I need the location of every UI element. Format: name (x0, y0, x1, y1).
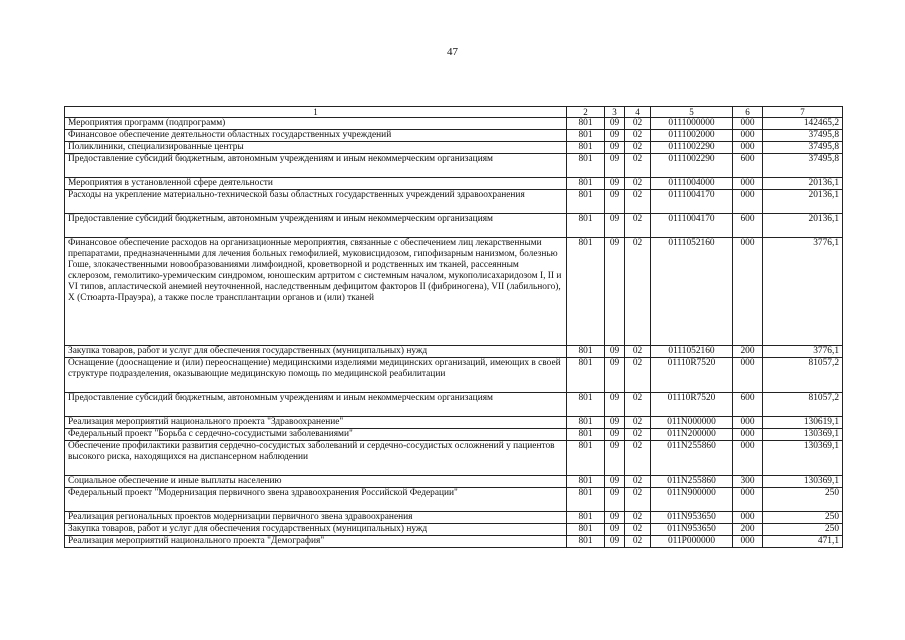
row-col-4: 02 (625, 476, 651, 488)
table-row (65, 358, 843, 393)
table-row (65, 346, 843, 358)
row-name: Финансовое обеспечение расходов на организационные мероприятия, связанные с обеспечением лиц лекарственными препаратами, предназначенными для лечения больных гемофилией, муковисцидозом, гипофизарным нанизмом, болезнью Гоше, злокачественными новообразованиями лимфоидной, кроветворной и родственных им тканей, рассеянным склерозом, гемолитико-уремическим синдромом, юношеским артритом с системным началом, мукополисахаридозом I, II и VI типов, апластической анемией неуточненной, наследственным дефицитом факторов II (фибриногена), VII (лабильного), X (Стюарта-Прауэра), а также после трансплантации органов и (или) тканей (65, 238, 567, 346)
row-col-4: 02 (625, 393, 651, 417)
row-amount: 250 (763, 488, 843, 512)
row-amount: 20136,1 (763, 214, 843, 238)
row-col-3: 09 (605, 130, 625, 142)
row-col-4: 02 (625, 417, 651, 429)
row-col-5: 011N953650 (651, 524, 733, 536)
table-row (65, 178, 843, 190)
row-col-3: 09 (605, 524, 625, 536)
row-col-3: 09 (605, 536, 625, 548)
row-amount: 20136,1 (763, 190, 843, 214)
col-header-2: 2 (567, 107, 605, 118)
row-col-4: 02 (625, 524, 651, 536)
row-amount: 471,1 (763, 536, 843, 548)
row-col-6: 000 (733, 238, 763, 346)
row-col-5: 0111052160 (651, 346, 733, 358)
table-row (65, 154, 843, 178)
row-col-4: 02 (625, 154, 651, 178)
row-col-5: 011N900000 (651, 488, 733, 512)
row-col-3: 09 (605, 190, 625, 214)
row-col-4: 02 (625, 118, 651, 130)
row-amount: 20136,1 (763, 178, 843, 190)
row-col-5: 0111002000 (651, 130, 733, 142)
row-col-5: 0111000000 (651, 118, 733, 130)
row-col-5: 0111002290 (651, 154, 733, 178)
row-col-2: 801 (567, 429, 605, 441)
row-col-4: 02 (625, 358, 651, 393)
row-col-5: 0111004170 (651, 214, 733, 238)
row-col-6: 200 (733, 524, 763, 536)
row-name: Закупка товаров, работ и услуг для обеспечения государственных (муниципальных) нужд (65, 524, 567, 536)
row-name: Закупка товаров, работ и услуг для обеспечения государственных (муниципальных) нужд (65, 346, 567, 358)
row-name: Предоставление субсидий бюджетным, автономным учреждениям и иным некоммерческим организациям (65, 214, 567, 238)
row-amount: 142465,2 (763, 118, 843, 130)
row-amount: 130369,1 (763, 429, 843, 441)
row-name: Мероприятия программ (подпрограмм) (65, 118, 567, 130)
row-amount: 130369,1 (763, 476, 843, 488)
table-row (65, 476, 843, 488)
table-row (65, 214, 843, 238)
row-col-4: 02 (625, 512, 651, 524)
row-amount: 37495,8 (763, 142, 843, 154)
table-row (65, 429, 843, 441)
row-amount: 250 (763, 512, 843, 524)
row-col-2: 801 (567, 214, 605, 238)
row-col-3: 09 (605, 238, 625, 346)
row-col-6: 000 (733, 512, 763, 524)
header-row (65, 107, 843, 118)
row-col-3: 09 (605, 358, 625, 393)
page-number: 47 (447, 46, 458, 58)
row-amount: 81057,2 (763, 358, 843, 393)
row-col-4: 02 (625, 441, 651, 476)
table-row (65, 130, 843, 142)
table-row (65, 536, 843, 548)
row-col-6: 600 (733, 154, 763, 178)
row-name: Предоставление субсидий бюджетным, автономным учреждениям и иным некоммерческим организациям (65, 393, 567, 417)
row-col-3: 09 (605, 118, 625, 130)
row-name: Федеральный проект "Модернизация первичного звена здравоохранения Российской Федерации" (65, 488, 567, 512)
row-col-2: 801 (567, 488, 605, 512)
row-amount: 3776,1 (763, 346, 843, 358)
row-col-6: 000 (733, 441, 763, 476)
row-col-2: 801 (567, 536, 605, 548)
col-header-3: 3 (605, 107, 625, 118)
row-col-5: 011N953650 (651, 512, 733, 524)
row-col-4: 02 (625, 346, 651, 358)
row-name: Расходы на укрепление материально-технической базы областных государственных учреждений здравоохранения (65, 190, 567, 214)
row-amount: 37495,8 (763, 130, 843, 142)
table-row (65, 512, 843, 524)
col-header-7: 7 (763, 107, 843, 118)
row-col-3: 09 (605, 441, 625, 476)
row-name: Предоставление субсидий бюджетным, автономным учреждениям и иным некоммерческим организациям (65, 154, 567, 178)
row-col-4: 02 (625, 178, 651, 190)
budget-table (64, 106, 843, 548)
row-col-3: 09 (605, 417, 625, 429)
row-name: Финансовое обеспечение деятельности областных государственных учреждений (65, 130, 567, 142)
row-col-4: 02 (625, 536, 651, 548)
row-col-6: 000 (733, 118, 763, 130)
row-col-2: 801 (567, 130, 605, 142)
row-col-6: 000 (733, 178, 763, 190)
row-col-3: 09 (605, 393, 625, 417)
row-col-2: 801 (567, 358, 605, 393)
col-header-1: 1 (65, 107, 567, 118)
row-col-4: 02 (625, 190, 651, 214)
row-col-3: 09 (605, 488, 625, 512)
row-amount: 3776,1 (763, 238, 843, 346)
row-col-6: 300 (733, 476, 763, 488)
row-col-3: 09 (605, 346, 625, 358)
row-col-5: 0111004170 (651, 190, 733, 214)
row-col-4: 02 (625, 142, 651, 154)
row-col-5: 011N255860 (651, 441, 733, 476)
row-name: Социальное обеспечение и иные выплаты населению (65, 476, 567, 488)
row-col-2: 801 (567, 154, 605, 178)
row-col-5: 0111004000 (651, 178, 733, 190)
row-col-4: 02 (625, 214, 651, 238)
row-col-5: 01110R7520 (651, 358, 733, 393)
table-row (65, 417, 843, 429)
row-col-4: 02 (625, 488, 651, 512)
row-col-3: 09 (605, 178, 625, 190)
row-col-2: 801 (567, 512, 605, 524)
row-col-2: 801 (567, 441, 605, 476)
row-col-6: 000 (733, 190, 763, 214)
row-col-5: 011P000000 (651, 536, 733, 548)
row-col-2: 801 (567, 238, 605, 346)
row-col-3: 09 (605, 154, 625, 178)
row-col-3: 09 (605, 429, 625, 441)
table-row (65, 441, 843, 476)
row-name: Реализация региональных проектов модернизации первичного звена здравоохранения (65, 512, 567, 524)
row-col-3: 09 (605, 142, 625, 154)
row-col-2: 801 (567, 118, 605, 130)
row-amount: 250 (763, 524, 843, 536)
row-col-6: 200 (733, 346, 763, 358)
row-col-6: 000 (733, 488, 763, 512)
row-name: Федеральный проект "Борьба с сердечно-сосудистыми заболеваниями" (65, 429, 567, 441)
row-col-3: 09 (605, 214, 625, 238)
row-col-6: 600 (733, 393, 763, 417)
row-name: Реализация мероприятий национального проекта "Здравоохранение" (65, 417, 567, 429)
row-col-5: 011N000000 (651, 417, 733, 429)
row-col-5: 0111052160 (651, 238, 733, 346)
row-col-4: 02 (625, 429, 651, 441)
row-col-6: 000 (733, 536, 763, 548)
row-name: Мероприятия в установленной сфере деятельности (65, 178, 567, 190)
table-row (65, 488, 843, 512)
table-row (65, 190, 843, 214)
row-name: Обеспечение профилактики развития сердечно-сосудистых заболеваний и сердечно-сосудистых осложнений у пациентов высокого риска, находящихся на диспансерном наблюдении (65, 441, 567, 476)
col-header-6: 6 (733, 107, 763, 118)
row-col-6: 600 (733, 214, 763, 238)
row-col-6: 000 (733, 417, 763, 429)
table-row (65, 238, 843, 346)
row-col-6: 000 (733, 358, 763, 393)
row-col-4: 02 (625, 238, 651, 346)
col-header-5: 5 (651, 107, 733, 118)
row-name: Реализация мероприятий национального проекта "Демография" (65, 536, 567, 548)
row-col-5: 011N255860 (651, 476, 733, 488)
row-col-6: 000 (733, 429, 763, 441)
row-col-2: 801 (567, 346, 605, 358)
row-amount: 130369,1 (763, 441, 843, 476)
row-col-6: 000 (733, 142, 763, 154)
table-row (65, 393, 843, 417)
table-row (65, 142, 843, 154)
row-col-2: 801 (567, 142, 605, 154)
row-name: Оснащение (дооснащение и (или) переоснащение) медицинскими изделиями медицинских организаций, имеющих в своей структуре подразделения, оказывающие медицинскую помощь по медицинской реабилитации (65, 358, 567, 393)
row-col-2: 801 (567, 393, 605, 417)
row-amount: 37495,8 (763, 154, 843, 178)
row-col-5: 01110R7520 (651, 393, 733, 417)
row-col-2: 801 (567, 178, 605, 190)
col-header-4: 4 (625, 107, 651, 118)
row-amount: 130619,1 (763, 417, 843, 429)
row-col-3: 09 (605, 512, 625, 524)
row-col-5: 011N200000 (651, 429, 733, 441)
row-col-4: 02 (625, 130, 651, 142)
table-row (65, 524, 843, 536)
row-col-2: 801 (567, 524, 605, 536)
row-amount: 81057,2 (763, 393, 843, 417)
row-col-2: 801 (567, 476, 605, 488)
row-col-2: 801 (567, 417, 605, 429)
row-col-6: 000 (733, 130, 763, 142)
row-col-2: 801 (567, 190, 605, 214)
row-name: Поликлиники, специализированные центры (65, 142, 567, 154)
table-row (65, 118, 843, 130)
row-col-3: 09 (605, 476, 625, 488)
row-col-5: 0111002290 (651, 142, 733, 154)
